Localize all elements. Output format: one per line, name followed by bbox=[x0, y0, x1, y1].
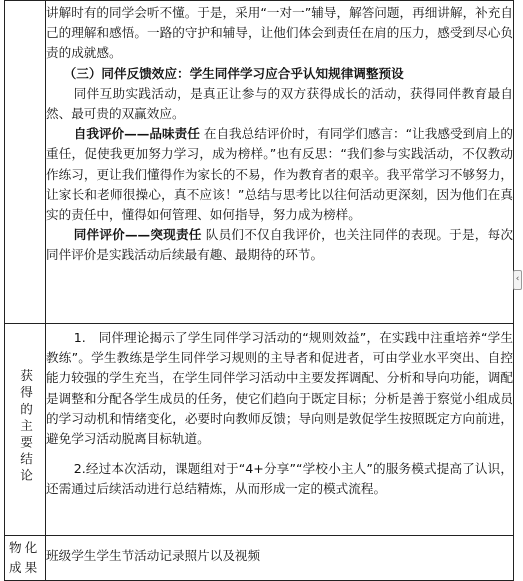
paragraph bbox=[46, 225, 513, 265]
paragraph: 同伴互助实践活动，是真正让参与的双方获得成长的活动，获得同伴教育最自然、最可贵的双赢效应。 bbox=[46, 85, 513, 122]
label-cell bbox=[5, 536, 46, 581]
side-tab-icon[interactable]: ‹ bbox=[513, 270, 522, 290]
paragraph: 2.经过本次活动，课题组对于“4+分享”“学校小主人”的服务模式提高了认识，还需通过后续活动进行总结精炼，从而形成一定的模式流程。 bbox=[46, 461, 513, 497]
paragraph bbox=[46, 124, 513, 225]
empty-label-cell bbox=[5, 1, 46, 324]
table-row bbox=[5, 536, 514, 581]
content-cell bbox=[46, 324, 514, 536]
label-cell bbox=[5, 324, 46, 536]
paragraph-body: 在自我总结评价时，有同学们感言：“让我感受到肩上的重任，促使我更加努力学习，成为榜样。”也有反思：“我们参与实践活动，不仅教动作练习，更让我们懂得作为家长的不易，作为教育者的艰辛。我平常学习不够努力，让家长和老师很操心，真不应该！”总结与思考比以往何活动更深刻，因为他们在真实的责任中，懂得如何管理、如何指导，努力成为榜样。 bbox=[46, 126, 514, 223]
subheading: 自我评价——品味责任 bbox=[73, 126, 200, 142]
row-label: 物化成果 bbox=[9, 540, 41, 575]
paragraph: 1. 同伴理论揭示了学生同伴学习活动的“规则效益”，在实践中注重培养“学生教练”。学生教练是学生同伴学习规则的主导者和促进者，可由学业水平突出、自控能力较强的学生充当，在学生同伴学习活动中主要发挥调配、分析和导向功能，调配是调整和分配各学生成员的任务，使它们趋向于既定目标；分析是善于察觉小组成员的学习动机和情绪变化，必要时向教师反馈；导向则是敦促学生按照既定方向前进，避免学习活动脱离目标轨道。 bbox=[46, 330, 513, 447]
subheading: 同伴评价——突现责任 bbox=[73, 227, 202, 243]
paragraph-body: 队员们不仅自我评价，也关注同伴的表现。于是，每次同伴评价是实践活动后续最有趣、最期待的环节。 bbox=[46, 227, 513, 263]
table-row bbox=[5, 324, 514, 536]
section-heading: （三）同伴反馈效应：学生同伴学习应合乎认知规律调整预设 bbox=[63, 65, 404, 81]
content-cell bbox=[46, 1, 514, 324]
content-cell bbox=[46, 536, 514, 581]
paragraph: 班级学生学生节活动记录照片以及视频 bbox=[46, 548, 261, 563]
paragraph: 讲解时有的同学会听不懂。于是，采用“一对一”辅导，解答问题，再细讲解，补充自己的理解和感悟。一路的守护和辅导，让他们体会到责任在肩的压力，感受到尽心负责的成就感。 bbox=[46, 5, 513, 61]
row-label: 获得的主要结论 bbox=[18, 369, 33, 486]
report-table bbox=[4, 0, 514, 581]
table-row bbox=[5, 1, 514, 324]
